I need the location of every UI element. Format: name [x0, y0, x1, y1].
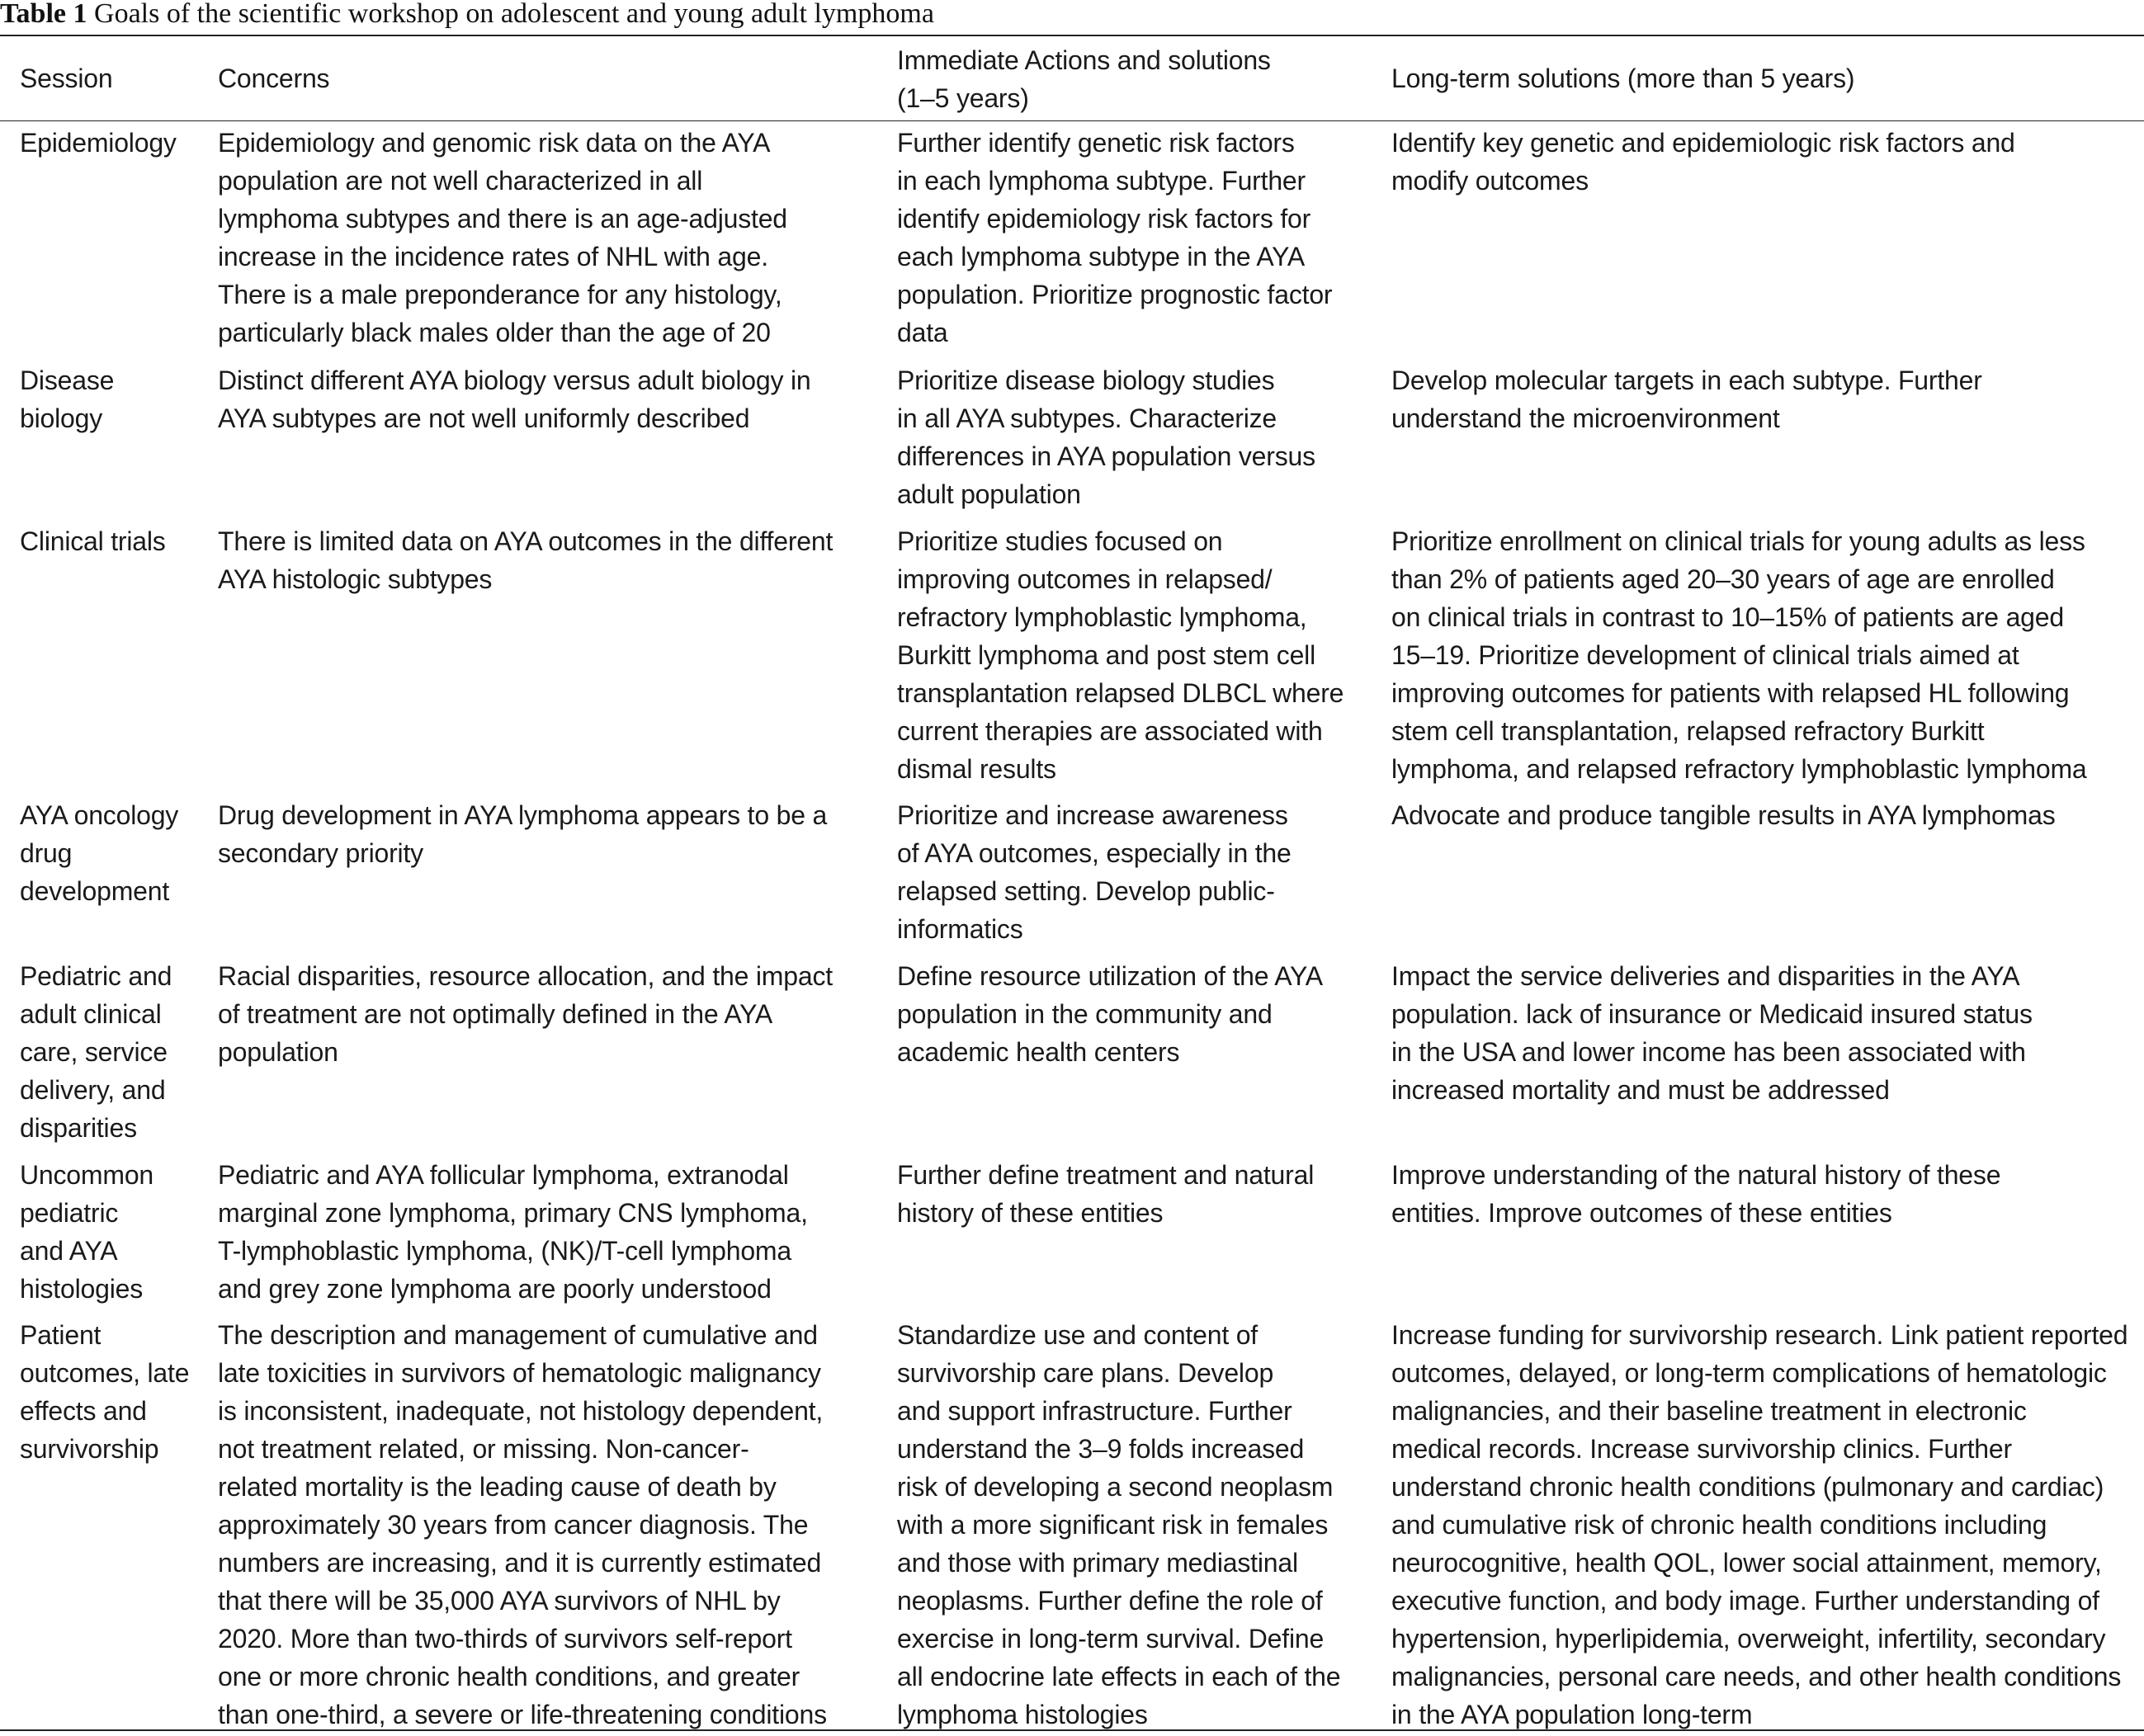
row-longterm: Advocate and produce tangible results in AYA lymphomas [1391, 800, 2056, 830]
row-session: Patient outcomes, late effects and survivorship [20, 1320, 190, 1464]
row-longterm: Improve understanding of the natural history of these entities. Improve outcomes of these entities [1391, 1160, 2001, 1228]
row-immediate: Prioritize and increase awareness of AYA outcomes, especially in the relapsed setting. Develop public- informatics [897, 800, 1292, 944]
row-longterm: Prioritize enrollment on clinical trials for young adults as less than 2% of patients aged 20–30 years of age are enrolled on clinical trials in contrast to 10–15% of patients are aged 15–19. Prioritize development of clinical trials aimed at improving outcomes for patients with relapsed HL following stem cell transplantation, relapsed refractory Burkitt lymphoma, and relapsed refractory lymphoblastic lymphoma [1391, 526, 2087, 784]
row-immediate: Define resource utilization of the AYA population in the community and academic health centers [897, 961, 1323, 1067]
row-session: Clinical trials [20, 526, 166, 556]
row-longterm: Increase funding for survivorship research. Link patient reported outcomes, delayed, or long-term complications of hematologic malignancies, and their baseline treatment in electronic medical records. Increase survivorship clinics. Further understand chronic health conditions (pulmonary and cardiac) and cumulative risk of chronic health conditions including neurocognitive, health QOL, lower social attainment, memory, executive function, and body image. Further understanding of hypertension, hyperlipidemia, overweight, infertility, secondary malignancies, personal care needs, and other health conditions in the AYA population long-term [1391, 1320, 2128, 1729]
header-concerns: Concerns [218, 64, 330, 93]
row-immediate: Prioritize studies focused on improving outcomes in relapsed/ refractory lymphoblastic lymphoma, Burkitt lymphoma and post stem cell transplantation relapsed DLBCL where current therapies are associated with dismal results [897, 526, 1344, 784]
row-immediate: Further define treatment and natural history of these entities [897, 1160, 1315, 1228]
row-concerns: The description and management of cumulative and late toxicities in survivors of hematologic malignancy is inconsistent, inadequate, not histology dependent, not treatment related, or missing. Non-cancer- related mortality is the leading cause of death by approximately 30 years from cancer diagnosis. The numbers are increasing, and it is currently estimated that there will be 35,000 AYA survivors of NHL by 2020. More than two-thirds of survivors self-report one or more chronic health conditions, and greater than one-third, a severe or life-threatening conditions [218, 1320, 827, 1729]
table-caption-label: Table 1 [0, 0, 87, 29]
table-caption-title: Goals of the scientific workshop on adolescent and young adult lymphoma [94, 0, 934, 29]
row-concerns: Pediatric and AYA follicular lymphoma, extranodal marginal zone lymphoma, primary CNS lymphoma, T-lymphoblastic lymphoma, (NK)/T-cell lymphoma and grey zone lymphoma are poorly understood [218, 1160, 808, 1304]
table-header-rule [0, 120, 2144, 121]
row-longterm: Identify key genetic and epidemiologic risk factors and modify outcomes [1391, 128, 2015, 196]
table-top-rule [0, 35, 2144, 36]
row-session: Uncommon pediatric and AYA histologies [20, 1160, 154, 1304]
row-longterm: Impact the service deliveries and disparities in the AYA population. lack of insurance or Medicaid insured status in the USA and lower income has been associated with increased mortality and must be addressed [1391, 961, 2033, 1105]
row-session: Disease biology [20, 366, 115, 433]
row-concerns: Drug development in AYA lymphoma appears to be a secondary priority [218, 800, 828, 868]
row-concerns: Distinct different AYA biology versus adult biology in AYA subtypes are not well uniformly described [218, 366, 811, 433]
row-session: AYA oncology drug development [20, 800, 179, 906]
table-caption [0, 0, 934, 31]
row-immediate: Prioritize disease biology studies in all AYA subtypes. Characterize differences in AYA population versus adult population [897, 366, 1315, 509]
row-session: Epidemiology [20, 128, 177, 158]
row-concerns: There is limited data on AYA outcomes in the different AYA histologic subtypes [218, 526, 834, 594]
header-long-term-solutions: Long-term solutions (more than 5 years) [1391, 64, 1855, 93]
header-immediate-actions: Immediate Actions and solutions (1–5 years) [897, 45, 1271, 113]
header-session: Session [20, 64, 113, 93]
row-concerns: Epidemiology and genomic risk data on the AYA population are not well characterized in all lymphoma subtypes and there is an age-adjusted increase in the incidence rates of NHL with age. There is a male preponderance for any histology, particularly black males older than the age of 20 [218, 128, 787, 347]
row-concerns: Racial disparities, resource allocation, and the impact of treatment are not optimally defined in the AYA population [218, 961, 833, 1067]
row-immediate: Standardize use and content of survivorship care plans. Develop and support infrastructure. Further understand the 3–9 folds increased risk of developing a second neoplasm with a more significant risk in females and those with primary mediastinal neoplasms. Further define the role of exercise in long-term survival. Define all endocrine late effects in each of the lymphoma histologies [897, 1320, 1341, 1729]
row-longterm: Develop molecular targets in each subtype. Further understand the microenvironment [1391, 366, 1982, 433]
row-session: Pediatric and adult clinical care, service delivery, and disparities [20, 961, 172, 1143]
row-immediate: Further identify genetic risk factors in each lymphoma subtype. Further identify epidemiology risk factors for each lymphoma subtype in the AYA population. Prioritize prognostic factor data [897, 128, 1333, 347]
table-bottom-rule [0, 1729, 2144, 1731]
